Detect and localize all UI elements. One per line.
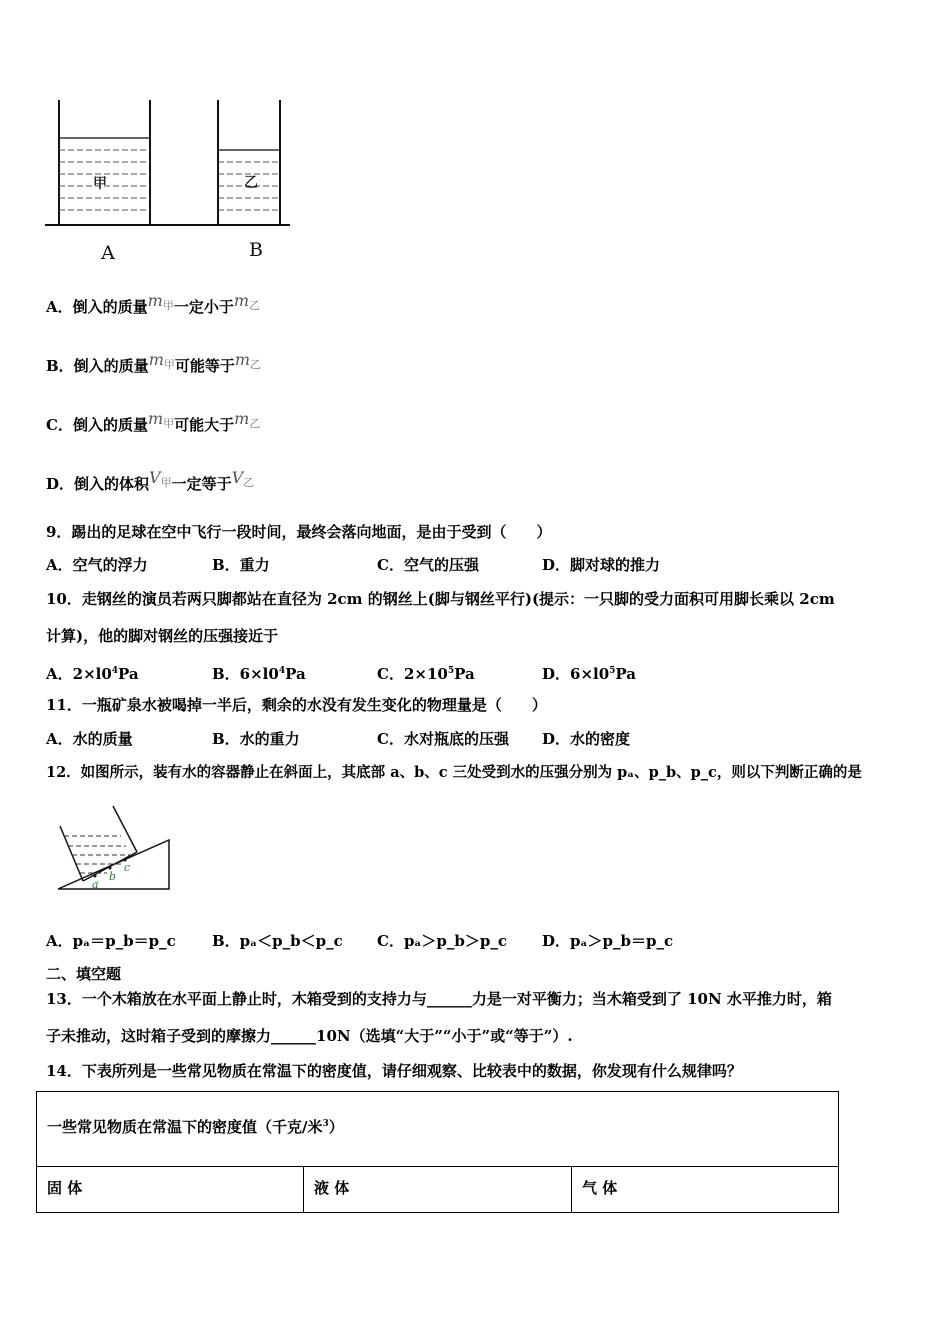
label-b: B — [249, 239, 263, 261]
q10-stem-line2: 计算)，他的脚对钢丝的压强接近于 — [46, 627, 279, 645]
q13-line1: 13．一个木箱放在水平面上静止时，木箱受到的支持力与______力是一对平衡力；当木箱受到了 10N 水平推力时，箱 — [46, 990, 832, 1008]
density-table — [36, 1091, 839, 1213]
q11-option-d: D．水的密度 — [542, 730, 631, 748]
q9-option-a: A．空气的浮力 — [46, 556, 148, 574]
q12-stem: 12．如图所示，装有水的容器静止在斜面上，其底部 a、b、c 三处受到水的压强分别为 pₐ、p_b、p_c，则以下判断正确的是 — [46, 764, 862, 781]
q9-option-b: B．重力 — [212, 556, 270, 574]
q8-option-b: B．倒入的质量$m^甲$可能等于$m^乙$ — [46, 350, 262, 375]
table-title: 一些常见物质在常温下的密度值（千克/米$^3$） — [47, 1118, 344, 1136]
point-c-label: c — [124, 861, 131, 874]
q11-stem: 11．一瓶矿泉水被喝掉一半后，剩余的水没有发生变化的物理量是（ ） — [46, 696, 547, 714]
q8-option-d: D．倒入的体积$V^甲$一定等于$V^乙$ — [46, 468, 255, 493]
q12-option-d: D．pₐ＞p_b＝p_c — [542, 932, 674, 950]
q11-option-c: C．水对瓶底的压强 — [377, 730, 509, 748]
table-header-solid: 固 体 — [37, 1167, 304, 1213]
q10-option-a: A．$2\times l0^4Pa$ — [46, 665, 139, 683]
q8-option-a: A．倒入的质量$m^甲$一定小于$m^乙$ — [46, 291, 260, 316]
container-b-text: 乙 — [244, 175, 258, 191]
label-a: A — [101, 242, 115, 264]
q12-option-a: A．pₐ＝p_b＝p_c — [46, 932, 176, 950]
q10-option-c: C．$2\times 10^5Pa$ — [377, 665, 475, 683]
q14-stem: 14．下表所列是一些常见物质在常温下的密度值，请仔细观察、比较表中的数据，你发现有什么规律吗？ — [46, 1062, 742, 1080]
q10-option-d: D．$6\times l0^5Pa$ — [542, 665, 637, 683]
q11-option-b: B．水的重力 — [212, 730, 300, 748]
q9-option-c: C．空气的压强 — [377, 556, 479, 574]
q13-line2: 子未推动，这时箱子受到的摩擦力______10N（选填“大于”“小于”或“等于”）. — [46, 1027, 573, 1045]
table-header-row — [37, 1166, 838, 1213]
q9-option-d: D．脚对球的推力 — [542, 556, 661, 574]
q9-stem: 9．踢出的足球在空中飞行一段时间，最终会落向地面，是由于受到（ ） — [46, 523, 552, 541]
q12-option-b: B．pₐ＜p_b＜p_c — [212, 932, 343, 950]
table-header-liquid: 液 体 — [304, 1167, 572, 1213]
q10-option-b: B．$6\times l0^4Pa$ — [212, 665, 306, 683]
incline-container-figure — [55, 802, 175, 894]
point-b-label: b — [109, 870, 117, 883]
container-a-text: 甲 — [93, 176, 107, 192]
q12-option-c: C．pₐ＞p_b＞p_c — [377, 932, 508, 950]
q11-option-a: A．水的质量 — [46, 730, 133, 748]
containers-figure — [40, 92, 300, 267]
table-header-gas: 气 体 — [582, 1179, 618, 1197]
point-a-label: a — [92, 878, 99, 891]
q8-option-c: C．倒入的质量$m^甲$可能大于$m^乙$ — [46, 409, 261, 434]
section-title: 二、填空题 — [46, 965, 122, 983]
q10-stem-line1: 10．走钢丝的演员若两只脚都站在直径为 2cm 的钢丝上(脚与钢丝平行)(提示：一只脚的受力面积可用脚长乘以 2cm — [46, 590, 835, 608]
